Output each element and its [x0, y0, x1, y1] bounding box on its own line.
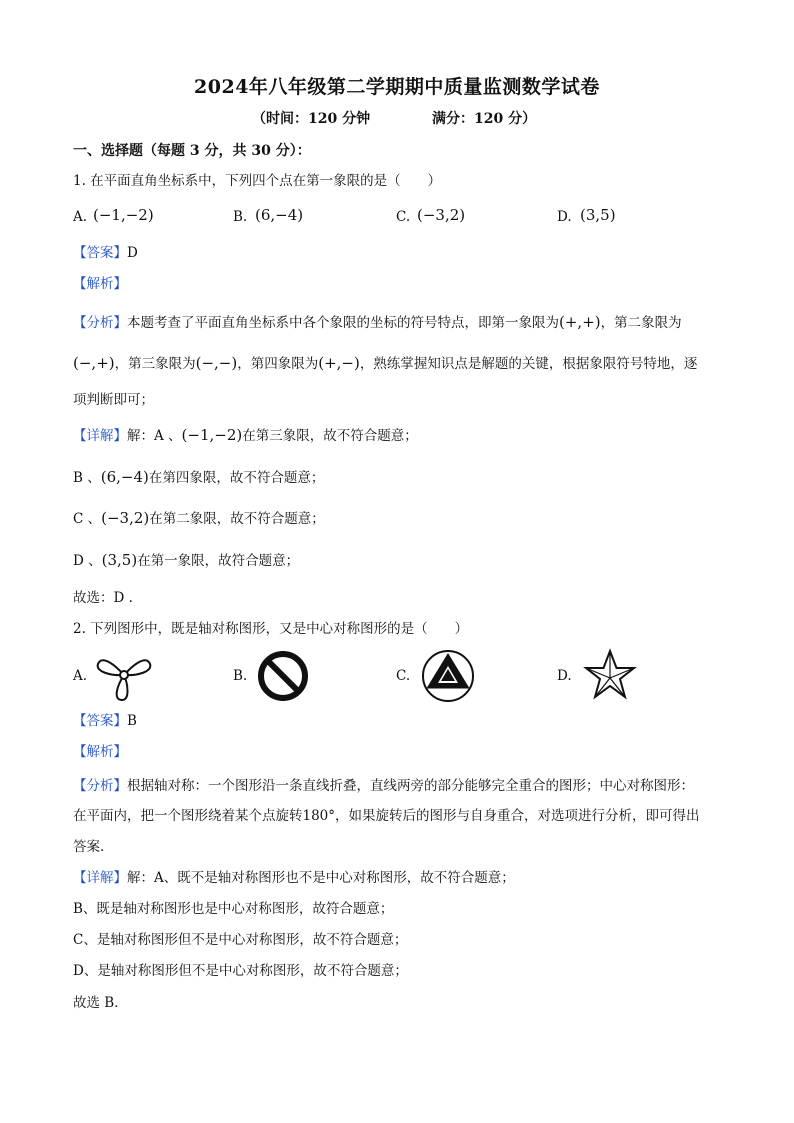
q2-option-c-label: C. [396, 668, 411, 684]
q1-option-a-value: (−1,−2) [93, 206, 154, 224]
xiangjie-tag: 【详解】 [73, 870, 127, 886]
detail-point: (−3,2) [101, 509, 150, 527]
q1-detail-c [73, 509, 325, 528]
detail-point: (3,5) [101, 551, 138, 569]
q2-answer [73, 712, 137, 730]
page-title: 2024年八年级第二学期期中质量监测数学试卷 [194, 76, 600, 98]
exam-score: 满分：120 分） [432, 111, 537, 127]
section-heading-choice: 一、选择题（每题 3 分，共 30 分）： [73, 143, 311, 159]
q2-option-b-label: B. [233, 668, 248, 684]
fenxi-tag: 【分析】 [73, 778, 127, 794]
answer-tag: 【答案】 [73, 245, 127, 261]
detail-prefix: D 、 [73, 553, 102, 569]
fenxi-tag: 【分析】 [73, 315, 127, 331]
q1-option-c-value: (−3,2) [417, 206, 466, 224]
q2-detail-b: B、既是轴对称图形也是中心对称图形，故符合题意； [73, 901, 394, 917]
detail-prefix: C 、 [73, 511, 102, 527]
quadrant3-sign: (−,−) [195, 354, 238, 372]
quadrant1-sign: (+,+) [559, 313, 601, 331]
q2-fenxi-line1 [73, 777, 694, 795]
q1-option-b-label: B. [233, 209, 248, 225]
fenxi-text: ，第四象限为 [237, 356, 319, 372]
detail-prefix: 解：A 、 [127, 428, 182, 444]
star-icon [582, 648, 638, 702]
fenxi-text: ，熟练掌握知识点是解题的关键，根据象限符号特地，逐 [359, 356, 698, 372]
q2-jiexi [73, 743, 127, 761]
detail-prefix: B 、 [73, 470, 101, 486]
quadrant4-sign: (+,−) [318, 354, 360, 372]
detail-point: (6,−4) [100, 468, 149, 486]
detail-point: (−1,−2) [181, 426, 243, 444]
q2-option-d-label: D. [557, 668, 572, 684]
triangle-in-circle-icon [420, 648, 476, 704]
pinwheel-icon [94, 648, 154, 702]
q1-stem: 1. 在平面直角坐标系中，下列四个点在第一象限的是（ ） [73, 173, 442, 189]
detail-text: 解：A、既不是轴对称图形也不是中心对称图形，故不符合题意； [127, 870, 515, 886]
q2-fenxi-line2: 在平面内，把一个图形绕着某个点旋转180°，如果旋转后的图形与自身重合，对选项进行分析，即可得出 [73, 808, 700, 824]
q1-fenxi-line3: 项判断即可； [73, 392, 154, 408]
q2-option-a-label: A. [73, 668, 88, 684]
q2-conclusion: 故选 B． [73, 995, 128, 1011]
fenxi-text: 根据轴对称：一个图形沿一条直线折叠，直线两旁的部分能够完全重合的图形；中心对称图形： [127, 778, 694, 794]
quadrant2-sign: (−,+) [73, 354, 115, 372]
q1-option-c-label: C. [396, 209, 411, 225]
q2-detail-a [73, 869, 515, 887]
fenxi-text: ，第二象限为 [600, 315, 682, 331]
jiexi-tag: 【解析】 [73, 276, 127, 292]
q1-fenxi-line2 [73, 354, 697, 373]
q1-answer [73, 244, 138, 262]
q1-option-d-label: D. [557, 209, 572, 225]
q2-detail-c: C、是轴对称图形但不是中心对称图形，故不符合题意； [73, 932, 408, 948]
answer-value: B [127, 713, 137, 729]
q1-fenxi-line1 [73, 313, 682, 332]
q1-detail-b [73, 468, 324, 487]
answer-value: D [127, 245, 138, 261]
fenxi-text: 本题考查了平面直角坐标系中各个象限的坐标的符号特点，即第一象限为 [127, 315, 559, 331]
q2-fenxi-line3: 答案． [73, 839, 114, 855]
q1-option-d-value: (3,5) [580, 206, 616, 224]
xiangjie-tag: 【详解】 [73, 428, 127, 444]
q1-detail-a [73, 426, 418, 445]
prohibition-sign-icon [256, 649, 310, 703]
q2-stem: 2. 下列图形中，既是轴对称图形，又是中心对称图形的是（ ） [73, 621, 469, 637]
fenxi-text: ，第三象限为 [114, 356, 196, 372]
q1-jiexi [73, 275, 127, 293]
q1-detail-d [73, 551, 299, 570]
detail-text: 在第三象限，故不符合题意； [242, 428, 418, 444]
detail-text: 在第四象限，故不符合题意； [148, 470, 325, 486]
answer-tag: 【答案】 [73, 713, 127, 729]
jiexi-tag: 【解析】 [73, 744, 127, 760]
q1-conclusion: 故选：D . [73, 590, 133, 606]
q2-detail-d: D、是轴对称图形但不是中心对称图形，故不符合题意； [73, 963, 408, 979]
detail-text: 在第一象限，故符合题意； [137, 553, 300, 569]
q1-option-b-value: (6,−4) [255, 206, 304, 224]
detail-text: 在第二象限，故不符合题意； [149, 511, 325, 527]
q1-option-a-label: A. [73, 209, 88, 225]
exam-time: （时间：120 分钟 [252, 111, 371, 127]
